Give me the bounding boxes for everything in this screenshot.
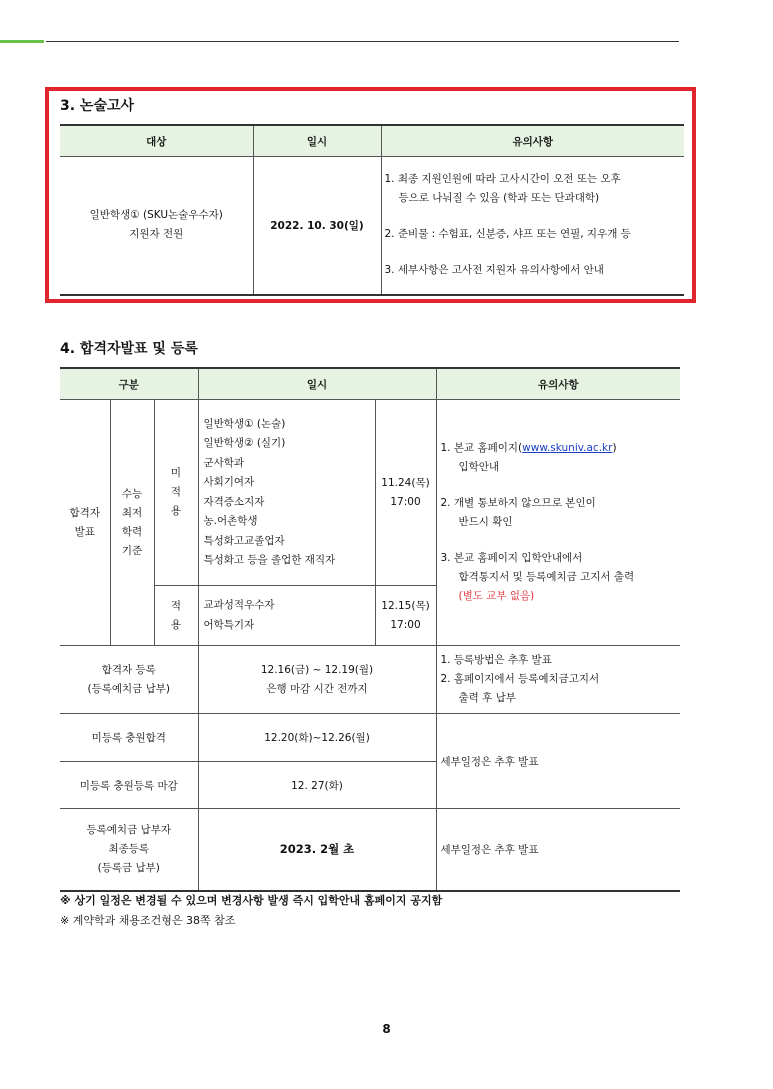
list-item: 교과성적우수자: [203, 599, 275, 611]
note-line: 3. 세부사항은 고사전 지원자 유의사항에서 안내: [384, 264, 604, 277]
note-line-highlight: (별도 교부 없음): [458, 590, 535, 602]
applied-char: 적: [170, 599, 182, 612]
applied-label: [154, 586, 198, 646]
note-line: 반드시 확인: [458, 516, 513, 528]
list-item: 어학특기자: [203, 618, 255, 631]
date-line: 은행 마감 시간 전까지: [266, 682, 368, 695]
note-line: 2. 개별 통보하지 않으므로 본인이: [440, 497, 596, 509]
unregistered-deadline-date: 12. 27(화): [198, 762, 436, 809]
list-item: 일반학생② (실기): [203, 437, 286, 449]
note-line: [441, 439, 681, 458]
note-line: 입학안내: [458, 461, 500, 473]
not-applied-label: [154, 400, 198, 586]
section3-title: 3. 논술고사: [60, 98, 135, 114]
registration-date: [198, 646, 436, 714]
not-applied-char: 미: [170, 467, 182, 479]
label-line: 등록예치금 납부자: [86, 823, 171, 836]
note-line: 3. 본교 홈페이지 입학안내에서: [440, 552, 583, 564]
criteria-label-line: 기준: [121, 544, 143, 557]
list-item: 특성화고 등을 졸업한 재직자: [203, 554, 336, 566]
essay-exam-table: [60, 124, 684, 296]
note-text: ): [612, 442, 617, 454]
not-applied-date: [375, 400, 436, 586]
registration-label: [60, 646, 198, 714]
unregistered-note: 세부일정은 추후 발표: [436, 714, 680, 809]
label-line: 최종등록: [108, 842, 150, 855]
note-line: 등으로 나눠질 수 있음 (학과 또는 단과대학): [398, 192, 600, 205]
announce-label-line: 합격자: [69, 506, 100, 519]
announce-notes: [436, 400, 680, 646]
homepage-link[interactable]: www.skuniv.ac.kr: [522, 442, 613, 454]
criteria-label-line: 최저: [121, 506, 143, 519]
final-registration-date: 2023. 2월 초: [198, 809, 436, 891]
page-number: 8: [382, 1022, 391, 1036]
time-line: 17:00: [390, 618, 421, 631]
announce-label: [60, 400, 110, 646]
list-item: 사회기여자: [203, 476, 255, 488]
col-header-date: 일시: [198, 368, 436, 400]
date-line: 11.24(목): [381, 476, 430, 489]
not-applied-char: 적: [170, 486, 182, 498]
note-line: 출력 후 납부: [458, 692, 516, 704]
announce-label-line: 발표: [74, 525, 95, 538]
unregistered-deadline-label: 미등록 충원등록 마감: [60, 762, 198, 809]
unregistered-date: 12.20(화)~12.26(월): [198, 714, 436, 762]
col-header-notes: 유의사항: [381, 125, 684, 157]
list-item: 일반학생① (논술): [203, 417, 286, 430]
applied-date: [375, 586, 436, 646]
label-line: (등록금 납부): [97, 861, 160, 874]
final-registration-note: 세부일정은 추후 발표: [436, 809, 680, 891]
label-line: 합격자 등록: [101, 663, 156, 676]
target-line2: 지원자 전원: [129, 228, 184, 241]
not-applied-char: 용: [170, 505, 182, 517]
time-line: 17:00: [390, 495, 421, 508]
notes-cell: [381, 157, 684, 295]
label-line: (등록예치금 납부): [87, 682, 171, 695]
header-rule: [46, 41, 679, 42]
note-line: 1. 등록방법은 추후 발표: [440, 654, 552, 666]
list-item: 군사학과: [203, 456, 245, 469]
date-line: 12.15(목): [381, 599, 430, 612]
applied-char: 용: [170, 618, 182, 631]
announcement-table: [60, 367, 680, 892]
final-registration-label: [60, 809, 198, 891]
col-header-date: 일시: [253, 125, 381, 157]
target-line1: 일반학생① (SKU논술우수자): [89, 209, 223, 222]
date-line: 12.16(금) ~ 12.19(월): [260, 663, 374, 676]
target-cell: [60, 157, 253, 295]
note-line: 합격통지서 및 등록예치금 고지서 출력: [458, 571, 635, 583]
criteria-label-line: 학력: [121, 525, 143, 538]
criteria-label: [110, 400, 154, 646]
header-accent-bar: [0, 40, 44, 43]
col-header-target: 대상: [60, 125, 253, 157]
col-header-category: 구분: [60, 368, 198, 400]
note-line: 2. 홈페이지에서 등록예치금고지서: [440, 673, 600, 685]
note-text: 1. 본교 홈페이지(: [440, 442, 523, 454]
col-header-notes: 유의사항: [436, 368, 680, 400]
exam-date: 2022. 10. 30(일): [253, 157, 381, 295]
list-item: 특성화고교졸업자: [203, 534, 285, 547]
note-line: 2. 준비물 : 수험표, 신분증, 샤프 또는 연필, 지우개 등: [384, 228, 631, 241]
applied-list: [198, 586, 375, 646]
unregistered-label: 미등록 충원합격: [60, 714, 198, 762]
note-line: 1. 최종 지원인원에 따라 고사시간이 오전 또는 오후: [384, 173, 621, 186]
list-item: 자격증소지자: [203, 495, 265, 508]
section4-title: 4. 합격자발표 및 등록: [60, 341, 198, 357]
footnote-contract: ※ 계약학과 채용조건형은 38쪽 참조: [60, 914, 236, 927]
registration-notes: [436, 646, 680, 714]
list-item: 농.어촌학생: [203, 515, 258, 527]
criteria-label-line: 수능: [121, 487, 143, 500]
not-applied-list: [198, 400, 375, 586]
footnote-schedule: ※ 상기 일정은 변경될 수 있으며 변경사항 발생 즉시 입학안내 홈페이지 공지함: [60, 894, 443, 907]
